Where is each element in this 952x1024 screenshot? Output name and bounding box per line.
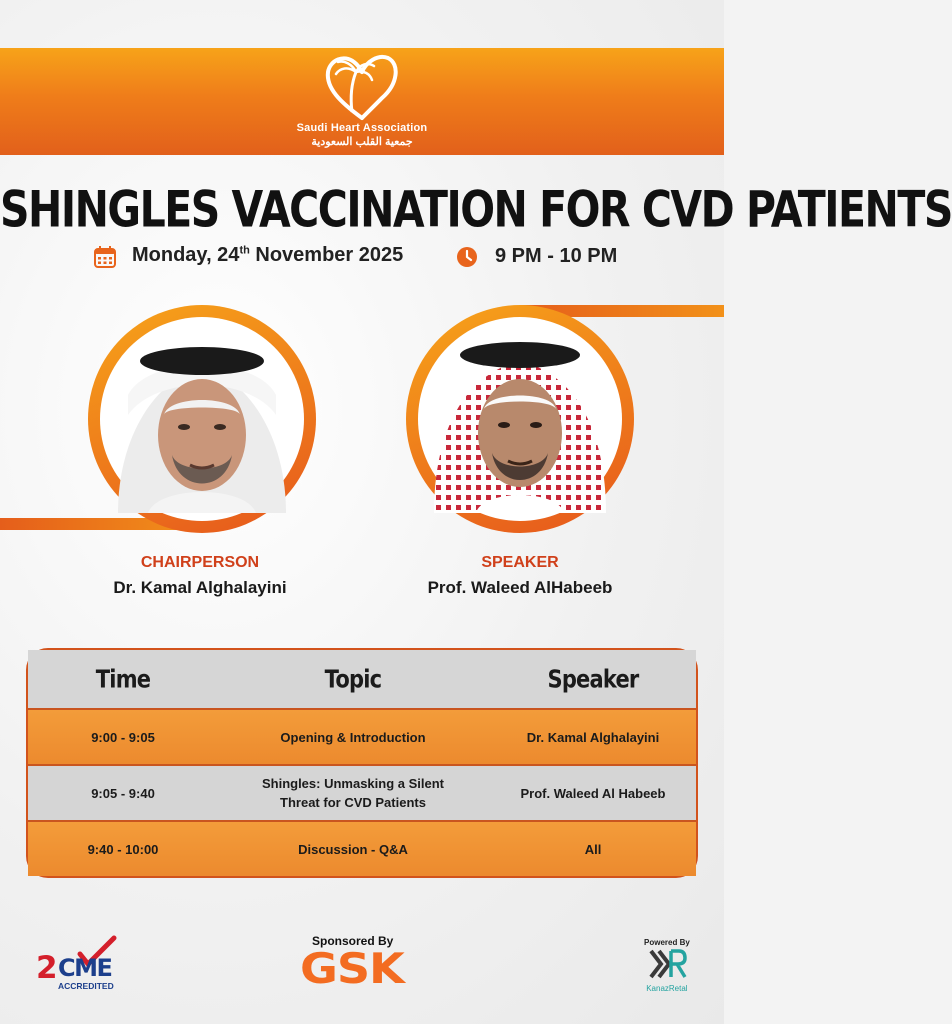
- row-time: 9:05 - 9:40: [91, 785, 155, 801]
- row-topic: Discussion - Q&A: [298, 841, 408, 857]
- row-speaker: Prof. Waleed Al Habeeb: [520, 785, 666, 801]
- event-title: SHINGLES VACCINATION FOR CVD PATIENTS: [0, 180, 952, 239]
- speaker-photo: [426, 325, 614, 513]
- row-time: 9:40 - 10:00: [87, 841, 159, 857]
- row-speaker: All: [584, 841, 602, 857]
- row-speaker: Dr. Kamal Alghalayini: [526, 729, 660, 745]
- cme-sub: ACCREDITED: [58, 981, 114, 991]
- speaker-role: SPEAKER: [481, 554, 559, 571]
- speaker-name: Prof. Waleed AlHabeeb: [427, 578, 613, 597]
- header-time: Time: [95, 664, 151, 694]
- heart-palm-icon: [322, 52, 402, 124]
- cme-accredited-badge: [36, 936, 118, 999]
- gsk-logo: [300, 944, 404, 993]
- chair-photo: [108, 325, 296, 513]
- chair-name: Dr. Kamal Alghalayini: [113, 578, 287, 597]
- powered-name: KanazRetal: [646, 984, 688, 993]
- header-topic: Topic: [324, 664, 382, 694]
- table-row: [28, 822, 696, 876]
- row-topic: Opening & Introduction: [280, 729, 426, 745]
- calendar-icon: [94, 246, 116, 268]
- chair-role: CHAIRPERSON: [140, 554, 260, 571]
- table-row: [28, 710, 696, 764]
- table-row: [28, 766, 696, 820]
- header-speaker: Speaker: [547, 664, 639, 694]
- saudi-heart-logo: [292, 52, 432, 152]
- powered-by-logo: [644, 938, 690, 993]
- logo-arabic-text: جمعية القلب السعودية: [311, 136, 413, 148]
- gsk-text: GSK: [300, 944, 404, 993]
- kanazretal-icon: [647, 947, 687, 981]
- schedule-table: [26, 648, 698, 878]
- cme-number: 2: [36, 950, 56, 986]
- row-topic: Shingles: Unmasking a Silent Threat for CVD Patients: [261, 776, 445, 810]
- logo-english-text: Saudi Heart Association: [296, 122, 428, 134]
- row-time: 9:00 - 9:05: [91, 729, 155, 745]
- table-header: [28, 650, 696, 708]
- cme-text: CME: [58, 954, 112, 982]
- sponsored-label: Sponsored By: [312, 934, 394, 948]
- event-date: Monday, 24th November 2025: [132, 244, 404, 266]
- clock-icon: [456, 246, 478, 268]
- event-time: 9 PM - 10 PM: [495, 245, 618, 267]
- powered-label: Powered By: [644, 938, 690, 947]
- date-time-line: [0, 244, 724, 270]
